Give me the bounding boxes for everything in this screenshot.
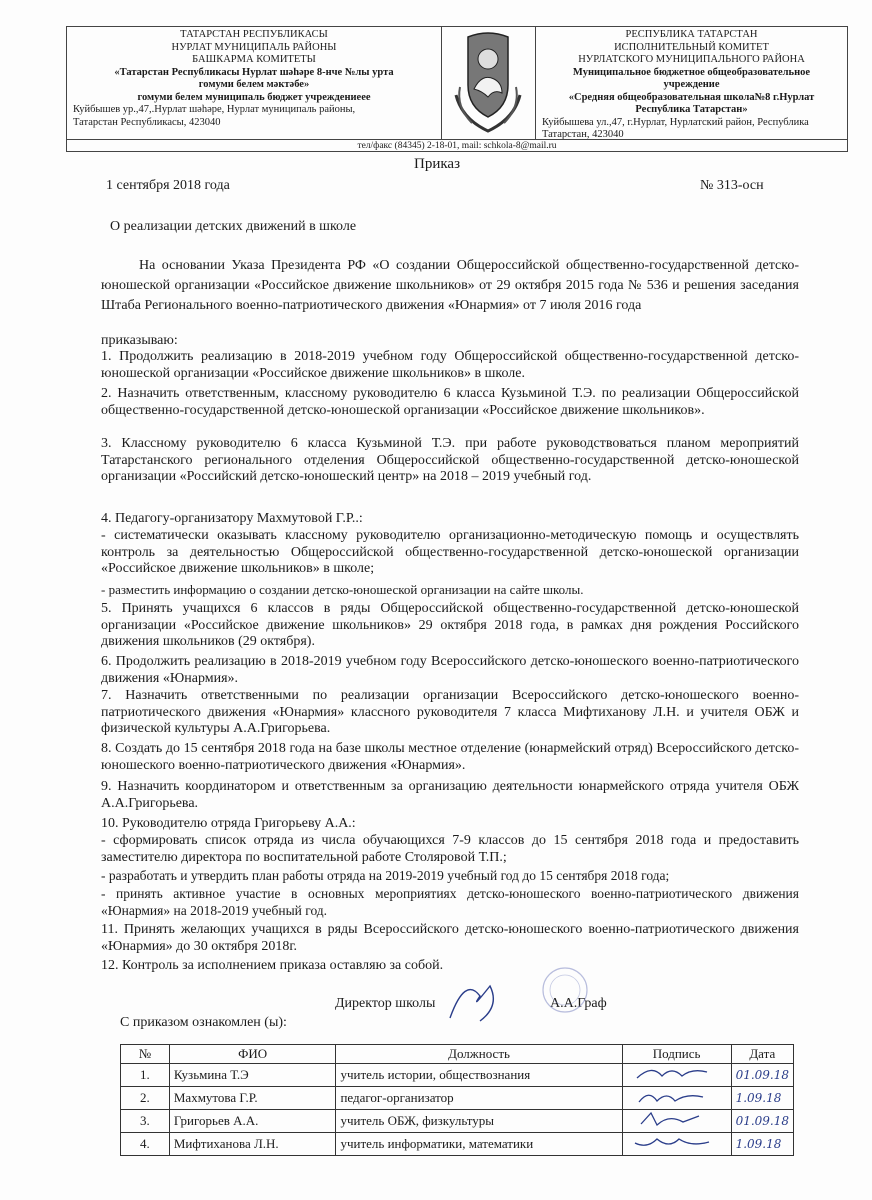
row-signature [622, 1110, 731, 1133]
lh-left-line: БАШКАРМА КОМИТЕТЫ [192, 54, 316, 65]
row-position: учитель информатики, математики [336, 1133, 622, 1156]
lh-right-line: Республика Татарстан» [635, 104, 748, 115]
order-item: 10. Руководителю отряда Григорьеву А.А.: [101, 816, 356, 831]
director-signature-icon [330, 966, 660, 1026]
order-item: 9. Назначить координатором и ответственным за организацию деятельности юнармейского отряда учителя ОБЖ А.А.Григорьева. [101, 779, 799, 811]
lh-left-line: гомуми белем мәктәбе» [198, 79, 310, 90]
order-item: 5. Принять учащихся 6 классов в ряды Общероссийской общественно-государственной детско-юношеской организации «Российское движение школьников» 29 октября 2018 года, в рамках дня рождения Российского движения школьников (29 октября). [101, 601, 799, 650]
signature-icon [627, 1087, 717, 1105]
lh-right-line: учреждение [663, 79, 720, 90]
order-item: 8. Создать до 15 сентября 2018 года на базе школы местное отделение (юнармейский отряд) Всероссийского детско-юношеского военно-патриотического движения «Юнармия». [101, 741, 799, 773]
ack-label: С приказом ознакомлен (ы): [120, 1015, 287, 1030]
order-item: 12. Контроль за исполнением приказа оставляю за собой. [101, 958, 444, 973]
table-row [121, 1064, 794, 1087]
col-name: ФИО [169, 1045, 336, 1064]
row-signature [622, 1064, 731, 1087]
doc-number: № 313-осн [700, 178, 764, 193]
doc-date: 1 сентября 2018 года [106, 178, 230, 193]
row-name: Кузьмина Т.Э [169, 1064, 336, 1087]
order-item: 11. Принять желающих учащихся в ряды Всероссийского детско-юношеского военно-патриотического движения «Юнармия» до 30 октября 2018г. [101, 922, 799, 954]
row-date: 1.09.18 [731, 1087, 793, 1110]
row-number: 1. [121, 1064, 170, 1087]
row-number: 4. [121, 1133, 170, 1156]
row-date: 01.09.18 [731, 1110, 793, 1133]
row-position: учитель ОБЖ, физкультуры [336, 1110, 622, 1133]
order-item: 6. Продолжить реализацию в 2018-2019 учебном году Всероссийского детско-юношеского военно-патриотического движения «Юнармия». [101, 654, 799, 686]
table-row [121, 1110, 794, 1133]
order-item: 3. Классному руководителю 6 класса Кузьминой Т.Э. при работе руководствоваться планом мероприятий Татарстанского регионального отделения Общероссийской общественно-государственной детско-юношеской организации «Российский детско-юношеский центр» на 2018 – 2019 учебный год. [101, 436, 799, 485]
lh-right-line: РЕСПУБЛИКА ТАТАРСТАН [625, 29, 758, 40]
row-date: 01.09.18 [731, 1064, 793, 1087]
lh-right-line: Муниципальное бюджетное общеобразовательное [572, 66, 811, 78]
table-row [121, 1133, 794, 1156]
lh-left-line: «Татарстан Республикасы Нурлат шәһәре 8-нче №лы урта [114, 66, 394, 78]
order-item: 4. Педагогу-организатору Махмутовой Г.Р..: [101, 511, 363, 526]
col-date: Дата [731, 1045, 793, 1064]
lh-left-line: ТАТАРСТАН РЕСПУБЛИКАСЫ [180, 29, 328, 40]
row-number: 2. [121, 1087, 170, 1110]
order-word: приказываю: [101, 333, 178, 348]
doc-title: Приказ [414, 156, 461, 172]
lh-left-line: Татарстан Республикасы, 423040 [73, 116, 221, 128]
order-item: 2. Назначить ответственным, классному руководителю 6 класса Кузьминой Т.Э. по реализации Общероссийской общественно-государственной детско-юношеской организации «Российское движение школьников». [101, 386, 799, 418]
lh-left-line: Куйбышев ур.,47,.Нурлат шәһәре, Нурлат муниципаль районы, [73, 104, 356, 115]
row-name: Махмутова Г.Р. [169, 1087, 336, 1110]
row-signature [622, 1087, 731, 1110]
lh-left-line: НУРЛАТ МУНИЦИПАЛЬ РАЙОНЫ [171, 41, 337, 53]
letterhead [66, 26, 848, 152]
letterhead-contacts: тел/факс (84345) 2-18-01, mail: schkola-8@mail.ru [67, 139, 847, 152]
lh-right-line: НУРЛАТСКОГО МУНИЦИПАЛЬНОГО РАЙОНА [578, 54, 805, 65]
row-date: 1.09.18 [731, 1133, 793, 1156]
letterhead-russian [535, 27, 847, 139]
order-item: 1. Продолжить реализацию в 2018-2019 учебном году Общероссийской общественно-государственной детско-юношеской организации «Российское движение школьников» в школе. [101, 349, 799, 381]
row-position: педагог-организатор [336, 1087, 622, 1110]
signature-icon [627, 1110, 717, 1128]
signature-icon [627, 1133, 717, 1151]
order-subitem: - сформировать список отряда из числа обучающихся 7-9 классов до 15 сентября 2018 года и предоставить заместителю директора по воспитательной работе Столяровой Т.П.; [101, 833, 799, 865]
director-name: А.А.Граф [550, 996, 607, 1011]
coat-of-arms [442, 27, 535, 139]
col-signature: Подпись [622, 1045, 731, 1064]
preamble: На основании Указа Президента РФ «О создании Общероссийской общественно-государственной детско-юношеской организации «Российское движение школьников» от 29 октября 2015 года № 536 и решения заседания Штаба Регионального военно-патриотического движения «Юнармия» от 7 июля 2016 года [101, 258, 799, 313]
lh-left-line: гомуми белем муниципаль бюджет учреждениеее [137, 91, 371, 103]
table-header-row [121, 1045, 794, 1064]
col-position: Должность [336, 1045, 622, 1064]
doc-subject: О реализации детских движений в школе [110, 219, 357, 234]
order-subitem: - разместить информацию о создании детско-юношеской организации на сайте школы. [101, 582, 584, 597]
lh-right-line: Татарстан, 423040 [542, 129, 624, 140]
table-row [121, 1087, 794, 1110]
order-subitem: - систематически оказывать классному руководителю организационно-методическую помощь и осуществлять контроль за деятельностью Общероссийской общественно-государственной детско-юношеской организации «Российское движение школьников» в школе; [101, 528, 799, 577]
lh-right-line: Куйбышева ул.,47, г.Нурлат, Нурлатский район, Республика [542, 116, 809, 128]
letterhead-tatar [67, 27, 442, 139]
acknowledgement-table [120, 1044, 794, 1156]
row-name: Григорьев А.А. [169, 1110, 336, 1133]
col-number: № [121, 1045, 170, 1064]
signature-icon [627, 1064, 717, 1082]
order-subitem: - принять активное участие в основных мероприятиях детско-юношеского военно-патриотического движения «Юнармия» на 2018-2019 учебный год. [101, 886, 799, 918]
row-position: учитель истории, обществознания [336, 1064, 622, 1087]
row-signature [622, 1133, 731, 1156]
order-item: 7. Назначить ответственными по реализации организации Всероссийского детско-юношеского военно-патриотического движения «Юнармия» классного руководителя 7 класса Мифтиханову Л.Н. и учителя ОБЖ и физической культуры А.А.Григорьева. [101, 688, 799, 737]
lh-right-line: ИСПОЛНИТЕЛЬНЫЙ КОМИТЕТ [614, 41, 769, 53]
coat-of-arms-icon [442, 27, 535, 139]
director-label: Директор школы [335, 996, 436, 1011]
order-subitem: - разработать и утвердить план работы отряда на 2019-2019 учебный год до 15 сентября 2018 года; [101, 868, 670, 883]
row-number: 3. [121, 1110, 170, 1133]
lh-right-line: «Средняя общеобразовательная школа№8 г.Нурлат [568, 91, 815, 103]
row-name: Мифтиханова Л.Н. [169, 1133, 336, 1156]
